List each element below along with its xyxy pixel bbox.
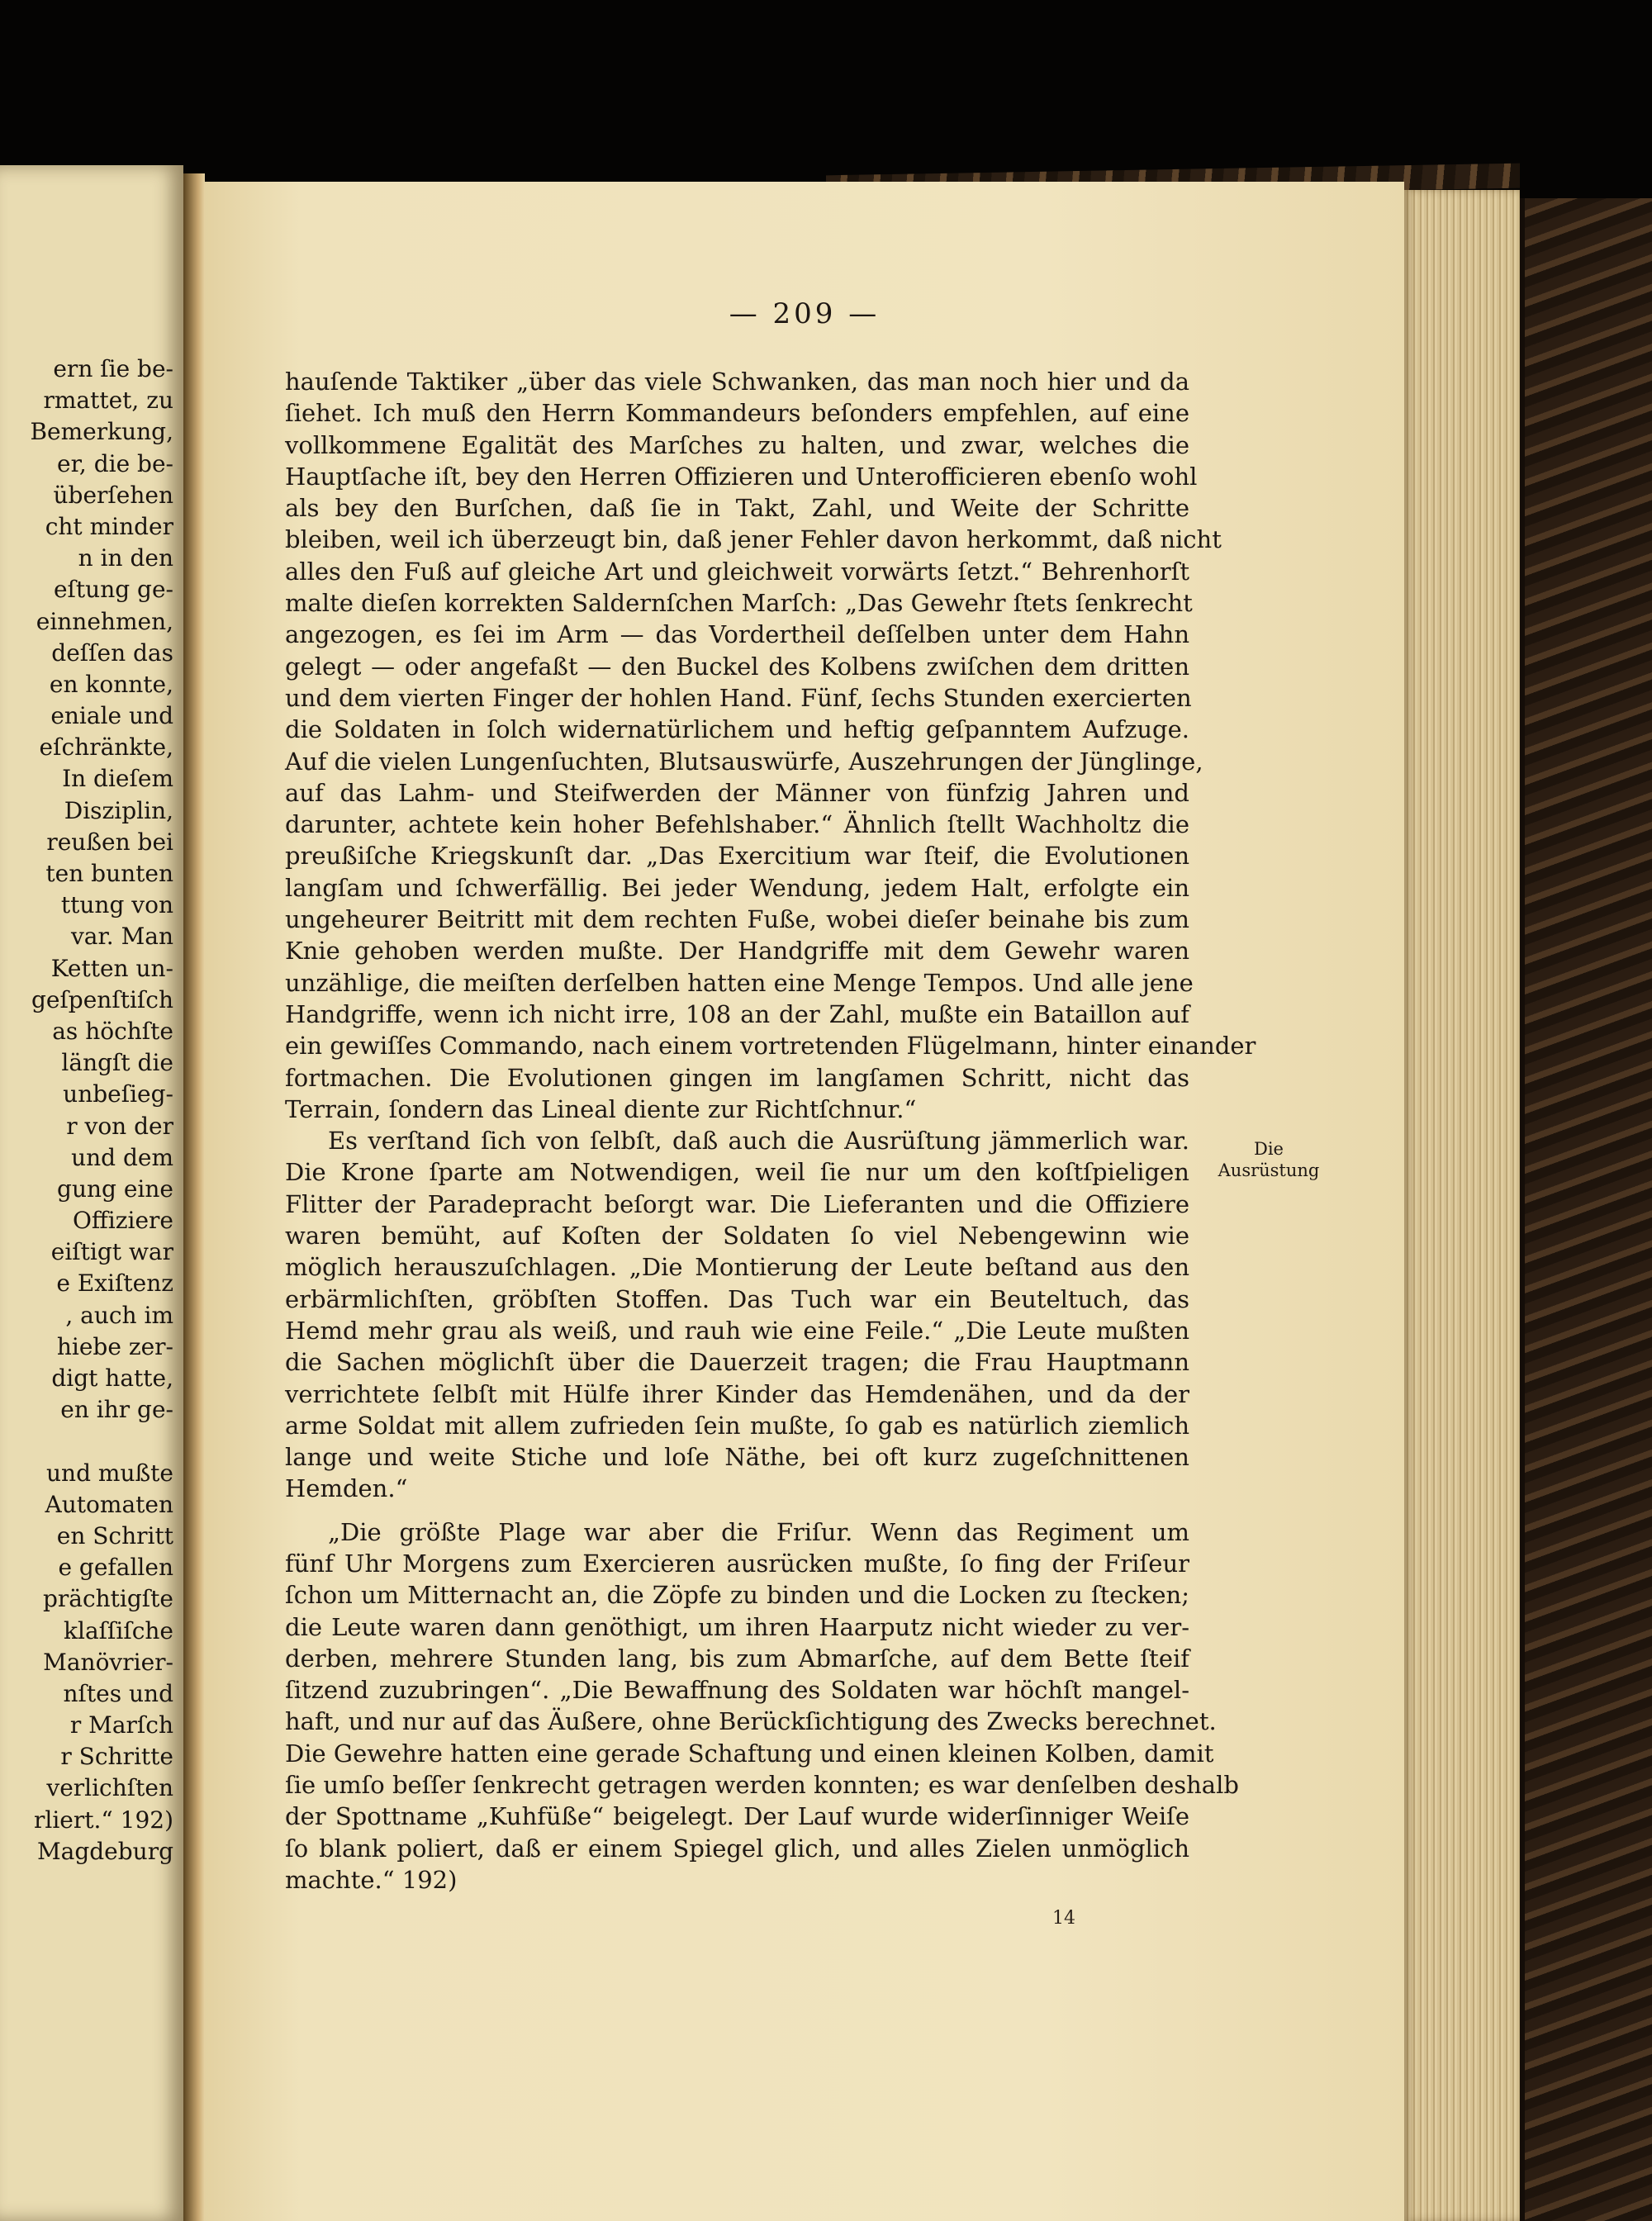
left-page-line: deſſen das bbox=[51, 638, 173, 667]
left-page-line: Ketten un- bbox=[50, 954, 173, 982]
left-page-line: cht minder bbox=[45, 512, 173, 540]
book-gutter bbox=[183, 173, 205, 2221]
printer-signature: 14 bbox=[1052, 1908, 1075, 1929]
margin-note-line: Die bbox=[1254, 1139, 1284, 1159]
left-page-line: längſt die bbox=[61, 1049, 173, 1077]
left-page-line: eſchränkte, bbox=[39, 733, 173, 762]
left-page-line: reußen bei bbox=[46, 828, 173, 856]
left-page-line: eiſtigt war bbox=[50, 1238, 173, 1266]
text-line: als bey den Burſchen, daß ſie in Takt, Zahl, und Weite der Schritte bbox=[285, 494, 1189, 523]
left-page-line: In dieſem bbox=[62, 765, 173, 793]
text-line: preußiſche Kriegskunſt dar. „Das Exercitium war ſteif, die Evolutionen bbox=[285, 842, 1189, 871]
text-line: „Die größte Plage war aber die Friſur. Wenn das Regiment um bbox=[328, 1517, 1189, 1546]
text-line: gelegt — oder angefaßt — den Buckel des Kolbens zwiſchen dem dritten bbox=[285, 652, 1189, 681]
left-page-line: Manövrier- bbox=[43, 1648, 173, 1676]
text-line: Hauptſache iſt, bey den Herren Offizieren und Unterofficieren ebenſo wohl bbox=[285, 462, 1198, 491]
text-line: Handgriffe, wenn ich nicht irre, 108 an der Zahl, mußte ein Bataillon auf bbox=[285, 999, 1189, 1028]
left-page-line: nſtes und bbox=[63, 1679, 173, 1707]
paragraph-2 bbox=[285, 1125, 1189, 1505]
left-page-line: as höchſte bbox=[52, 1017, 173, 1045]
text-line: ſiehet. Ich muß den Herrn Kommandeurs beſonders empfehlen, auf eine bbox=[285, 399, 1189, 428]
text-line: ein gewiſſes Commando, nach einem vortretenden Flügelmann, hinter einander bbox=[285, 1032, 1256, 1061]
text-line: Flitter der Paradepracht beſorgt war. Die Lieferanten und die Offiziere bbox=[285, 1189, 1189, 1218]
left-page-line: verlichſten bbox=[46, 1774, 173, 1802]
text-line: und dem vierten Finger der hohlen Hand. Fünf, ſechs Stunden exercierten bbox=[285, 683, 1192, 712]
text-line: bleiben, weil ich überzeugt bin, daß jener Fehler davon herkommt, daß nicht bbox=[285, 525, 1222, 554]
left-page-line: en konnte, bbox=[49, 670, 173, 698]
text-line: fortmachen. Die Evolutionen gingen im langſamen Schritt, nicht das bbox=[285, 1063, 1189, 1092]
text-line: darunter, achtete kein hoher Befehlshaber.“ Ähnlich ſtellt Wachholtz die bbox=[285, 810, 1189, 839]
text-line: Hemden.“ bbox=[285, 1474, 408, 1503]
book-cover bbox=[1520, 198, 1652, 2221]
text-line: ſie umſo beſſer ſenkrecht getragen werden konnten; es war denſelben deshalb bbox=[285, 1771, 1239, 1800]
text-line: auf das Lahm- und Steifwerden der Männer von fünfzig Jahren und bbox=[285, 778, 1189, 807]
text-line: Terrain, ſondern das Lineal diente zur Richtſchnur.“ bbox=[285, 1094, 917, 1123]
text-line: verrichtete ſelbſt mit Hülfe ihrer Kinder das Hemdenähen, und da der bbox=[285, 1379, 1189, 1408]
left-page-line: hiebe zer- bbox=[56, 1332, 173, 1360]
left-page bbox=[0, 165, 183, 2221]
left-page-line: Offiziere bbox=[72, 1207, 173, 1235]
left-page-line: prächtigſte bbox=[42, 1585, 173, 1613]
page-edges bbox=[1404, 190, 1520, 2221]
paragraph-3 bbox=[285, 1516, 1239, 1896]
paragraph-1 bbox=[285, 366, 1256, 1125]
text-line: ſitzend zuzubringen“. „Die Bewaffnung des Soldaten war höchſt mangel- bbox=[285, 1676, 1189, 1705]
text-line: malte dieſen korrekten Saldernſchen Marſch: „Das Gewehr ſtets ſenkrecht bbox=[285, 589, 1193, 618]
left-page-line: geſpenſtiſch bbox=[31, 985, 173, 1013]
text-line: angezogen, es ſei im Arm — das Vordertheil deſſelben unter dem Hahn bbox=[285, 620, 1189, 649]
left-page-line: und dem bbox=[71, 1143, 173, 1171]
left-page-line: und mußte bbox=[46, 1459, 173, 1487]
text-line: alles den Fuß auf gleiche Art und gleichweit vorwärts ſetzt.“ Behrenhorſt bbox=[285, 557, 1189, 586]
text-line: ungeheurer Beitritt mit dem rechten Fuße, wobei dieſer beinahe bis zum bbox=[285, 905, 1189, 934]
text-line: Die Krone ſparte am Notwendigen, weil ſie nur um den koſtſpieligen bbox=[285, 1158, 1189, 1187]
left-page-line: gung eine bbox=[57, 1175, 173, 1203]
text-line: Hemd mehr grau als weiß, und rauh wie eine Feile.“ „Die Leute mußten bbox=[285, 1316, 1189, 1345]
left-page-line: unbeſieg- bbox=[63, 1080, 173, 1108]
left-page-line: r Marſch bbox=[69, 1711, 173, 1739]
text-line: erbärmlichſten, gröbſten Stoffen. Das Tuch war ein Beuteltuch, das bbox=[285, 1284, 1189, 1313]
text-line: derben, mehrere Stunden lang, bis zum Abmarſche, auf dem Bette ſteif bbox=[285, 1644, 1189, 1673]
left-page-line: ten bunten bbox=[45, 860, 173, 887]
text-line: unzählige, die meiſten derſelben hatten eine Menge Tempos. Und alle jene bbox=[285, 968, 1194, 997]
page-number: — 209 — bbox=[729, 297, 881, 330]
text-line: ſo blank poliert, daß er einem Spiegel glich, und alles Zielen unmöglich bbox=[285, 1834, 1189, 1863]
text-line: Die Gewehre hatten eine gerade Schaftung und einen kleinen Kolben, damit bbox=[285, 1739, 1214, 1768]
text-line: langſam und ſchwerfällig. Bei jeder Wendung, jedem Halt, erfolgte ein bbox=[285, 873, 1189, 902]
left-page-line: rliert.“ 192) bbox=[34, 1806, 173, 1834]
left-page-line: r Schritte bbox=[60, 1743, 173, 1771]
left-page-line bbox=[0, 1426, 173, 1457]
text-line: die Leute waren dann genöthigt, um ihren Haarputz nicht wieder zu ver- bbox=[285, 1612, 1189, 1641]
left-page-line: en ihr ge- bbox=[60, 1396, 173, 1424]
left-page-line: n in den bbox=[78, 544, 173, 572]
left-page-line: eniale und bbox=[50, 702, 173, 730]
text-line: waren bemüht, auf Koſten der Soldaten ſo viel Nebengewinn wie bbox=[285, 1222, 1189, 1250]
text-line: hauſende Taktiker „über das viele Schwanken, das man noch hier und da bbox=[285, 368, 1189, 396]
left-page-line: ern ſie be- bbox=[53, 355, 173, 382]
text-line: Knie gehoben werden mußte. Der Handgriffe mit dem Gewehr waren bbox=[285, 937, 1189, 966]
text-line: die Sachen möglichſt über die Dauerzeit tragen; die Frau Hauptmann bbox=[285, 1348, 1189, 1377]
text-line: haft, und nur auf das Äußere, ohne Berückſichtigung des Zwecks berechnet. bbox=[285, 1707, 1217, 1736]
page-body bbox=[285, 366, 1256, 1896]
left-page-line: digt hatte, bbox=[51, 1364, 173, 1392]
margin-note bbox=[1211, 1138, 1327, 1181]
left-page-line: eſtung ge- bbox=[53, 576, 173, 604]
text-line: Auf die vielen Lungenſuchten, Blutsauswürfe, Auszehrungen der Jünglinge, bbox=[285, 747, 1203, 776]
left-page-line: klaſſiſche bbox=[64, 1616, 173, 1644]
text-line: arme Soldat mit allem zufrieden ſein mußte, ſo gab es natürlich ziemlich bbox=[285, 1411, 1189, 1440]
text-line: vollkommene Egalität des Marſches zu halten, und zwar, welches die bbox=[285, 430, 1189, 459]
left-page-line: en Schritt bbox=[56, 1521, 173, 1549]
left-page-line: e gefallen bbox=[58, 1554, 173, 1582]
text-line: der Spottname „Kuhfüße“ beigelegt. Der Lauf wurde widerſinniger Weiſe bbox=[285, 1802, 1189, 1831]
left-page-line: einnehmen, bbox=[36, 607, 173, 635]
text-line: Es verſtand ſich von ſelbſt, daß auch die Ausrüſtung jämmerlich war. bbox=[328, 1127, 1189, 1156]
text-line: lange und weite Stiche und loſe Näthe, bei oft kurz zugeſchnittenen bbox=[285, 1443, 1189, 1472]
left-page-line: ttung von bbox=[60, 891, 173, 919]
left-page-text bbox=[0, 354, 173, 1867]
left-page-line: e Exiſtenz bbox=[56, 1269, 173, 1298]
text-line: möglich herauszuſchlagen. „Die Montierung der Leute beſtand aus den bbox=[285, 1253, 1189, 1282]
left-page-line: Disziplin, bbox=[64, 796, 173, 824]
left-page-line: überſehen bbox=[53, 481, 173, 509]
left-page-line: r von der bbox=[66, 1112, 173, 1140]
margin-note-line: Ausrüstung bbox=[1218, 1160, 1320, 1180]
left-page-line: , auch im bbox=[65, 1301, 173, 1329]
left-page-line: rmattet, zu bbox=[43, 387, 173, 415]
left-page-line: Magdeburg bbox=[36, 1837, 173, 1865]
text-line: die Soldaten in ſolch widernatürlichem und heftig geſpanntem Aufzuge. bbox=[285, 715, 1189, 744]
text-line: machte.“ 192) bbox=[285, 1865, 458, 1894]
text-line: fünf Uhr Morgens zum Exercieren ausrücken mußte, ſo fing der Friſeur bbox=[285, 1549, 1189, 1578]
left-page-line: Automaten bbox=[45, 1490, 173, 1518]
left-page-line: var. Man bbox=[70, 923, 173, 951]
left-page-line: Bemerkung, bbox=[30, 418, 173, 446]
text-line: ſchon um Mitternacht an, die Zöpfe zu binden und die Locken zu ſtecken; bbox=[285, 1581, 1189, 1610]
left-page-line: er, die be- bbox=[57, 449, 173, 477]
